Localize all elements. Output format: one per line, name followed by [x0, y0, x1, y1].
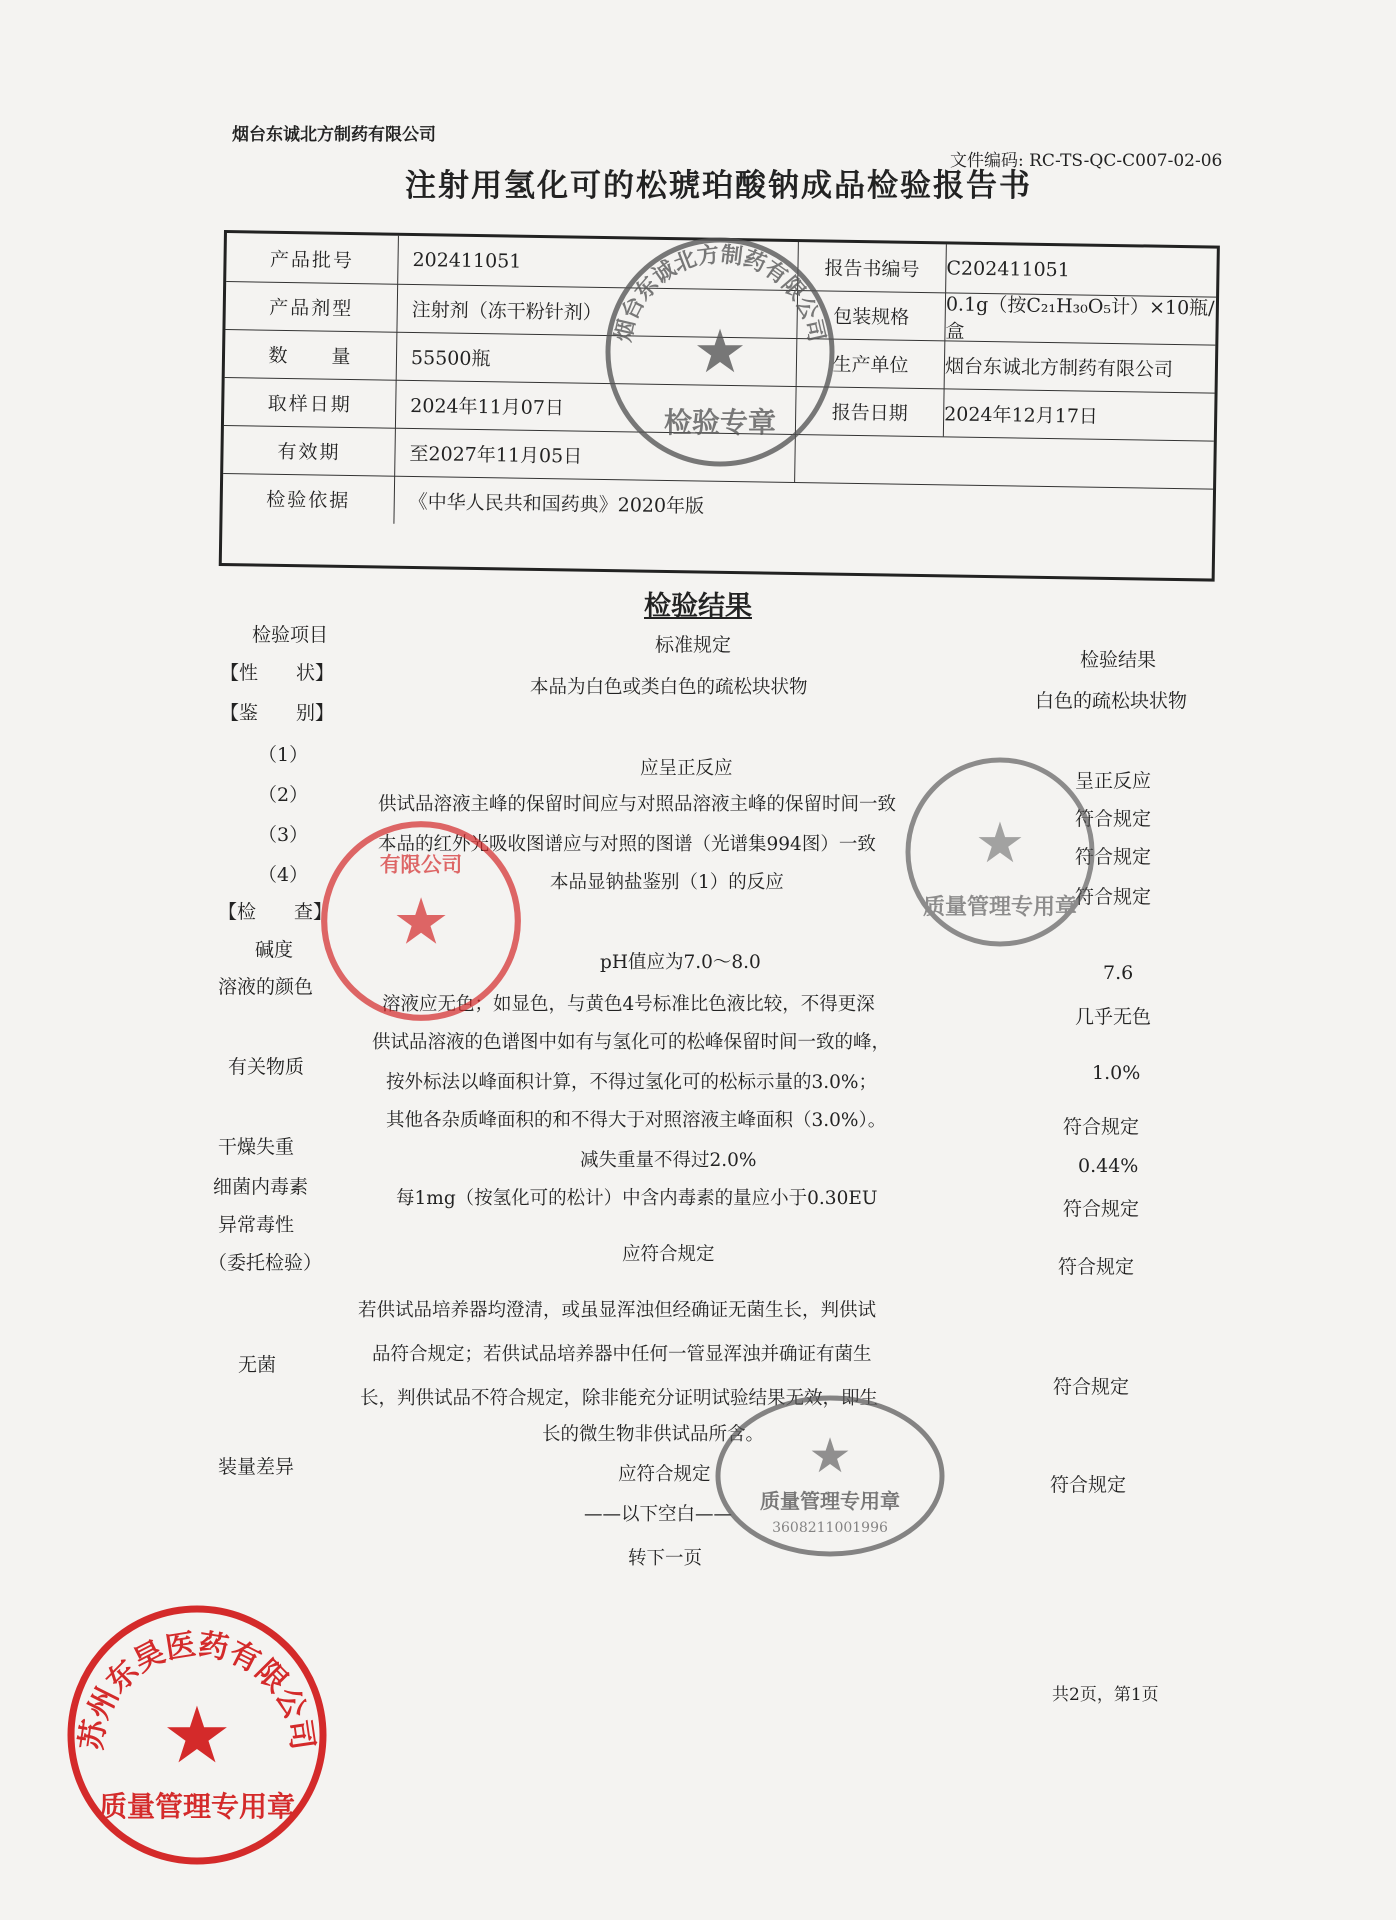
ident-2-result: 符合规定	[1075, 808, 1152, 830]
red-company-stamp	[318, 818, 524, 1024]
ident-1-item: （1）	[258, 744, 309, 766]
ident-1-standard: 应呈正反应	[640, 758, 733, 779]
drying-loss-standard: 减失重量不得过2.0%	[580, 1150, 757, 1171]
basis-label: 检验依据	[222, 473, 395, 524]
drying-loss-result: 0.44%	[1078, 1155, 1139, 1177]
report-no-value: C202411051	[946, 257, 1070, 282]
document-code: 文件编码: RC-TS-QC-C007-02-06	[950, 151, 1223, 171]
suzhou-quality-stamp	[62, 1600, 332, 1870]
company-name: 烟台东诚北方制药有限公司	[232, 125, 436, 145]
ident-4-standard: 本品显钠盐鉴别（1）的反应	[550, 872, 784, 893]
qty-label: 数 量	[225, 329, 398, 380]
appearance-standard: 本品为白色或类白色的疏松块状物	[530, 677, 808, 698]
report-date-value: 2024年12月17日	[944, 402, 1099, 428]
spec-label: 包装规格	[797, 290, 946, 340]
fill-variation-standard: 应符合规定	[618, 1464, 711, 1485]
color-result: 几乎无色	[1075, 1006, 1152, 1028]
sterility-result: 符合规定	[1053, 1376, 1130, 1398]
page-title: 注射用氢化可的松琥珀酸钠成品检验报告书	[405, 168, 1032, 204]
gray-quality-stamp-right	[900, 752, 1100, 952]
ident-3-result: 符合规定	[1075, 846, 1152, 868]
inspection-seal-arc-text: 烟台东诚北方制药有限公司	[610, 241, 830, 345]
alkalinity-item: 碱度	[255, 939, 294, 961]
batch-label: 产品批号	[226, 233, 399, 284]
svg-text:★: ★	[392, 885, 450, 960]
svg-text:★: ★	[693, 317, 747, 387]
form-label: 产品剂型	[225, 281, 398, 332]
report-date-label: 报告日期	[796, 386, 945, 436]
suzhou-stamp-arc-text: 苏州东昊医药有限公司	[74, 1627, 320, 1753]
related-result-1: 1.0%	[1092, 1062, 1141, 1084]
identification-item: 【鉴 别】	[220, 702, 335, 724]
ident-3-item: （3）	[258, 824, 309, 846]
sterility-standard-line-4: 长的微生物非供试品所含。	[542, 1424, 765, 1445]
sterility-standard-line-1: 若供试品培养器均澄清，或虽显浑浊但经确证无菌生长，判供试	[358, 1300, 877, 1321]
gray-quality-stamp-bottom-label: 质量管理专用章	[760, 1489, 900, 1513]
fill-variation-result: 符合规定	[1050, 1474, 1127, 1496]
sterility-standard-line-2: 品符合规定；若供试品培养器中任何一管显浑浊并确证有菌生	[372, 1344, 872, 1365]
endotoxin-standard: 每1mg（按氢化可的松计）中含内毒素的量应小于0.30EU	[396, 1188, 878, 1209]
svg-text:★: ★	[974, 811, 1026, 876]
sample-date-label: 取样日期	[224, 377, 397, 428]
col-standard-header: 标准规定	[655, 634, 732, 656]
results-heading: 检验结果	[644, 591, 752, 622]
ident-2-standard: 供试品溶液主峰的保留时间应与对照品溶液主峰的保留时间一致	[378, 794, 897, 815]
sample-date-value: 2024年11月07日	[396, 380, 797, 434]
abnormal-toxicity-item-note: （委托检验）	[208, 1252, 323, 1274]
col-result-header: 检验结果	[1080, 649, 1157, 671]
color-standard: 溶液应无色；如显色，与黄色4号标准比色液比较，不得更深	[382, 994, 875, 1015]
related-standard-line-2: 按外标法以峰面积计算，不得过氢化可的松标示量的3.0%；	[386, 1072, 878, 1093]
endotoxin-item: 细菌内毒素	[213, 1176, 309, 1198]
appearance-item: 【性 状】	[220, 662, 335, 684]
gray-quality-stamp-right-label: 质量管理专用章	[922, 894, 1078, 920]
inspection-seal-label: 检验专章	[663, 406, 777, 439]
alkalinity-standard: pH值应为7.0～8.0	[600, 952, 761, 973]
check-item: 【检 查】	[218, 901, 333, 923]
abnormal-toxicity-standard: 应符合规定	[622, 1244, 715, 1265]
related-standard-line-1: 供试品溶液的色谱图中如有与氢化可的松峰保留时间一致的峰，	[372, 1032, 891, 1053]
suzhou-stamp-label: 质量管理专用章	[98, 1790, 296, 1823]
related-substances-item: 有关物质	[228, 1056, 305, 1078]
abnormal-toxicity-result: 符合规定	[1058, 1256, 1135, 1278]
related-result-2: 符合规定	[1063, 1116, 1140, 1138]
sterility-item: 无菌	[238, 1354, 277, 1376]
basis-value: 《中华人民共和国药典》2020年版	[408, 490, 705, 518]
sterility-standard-line-3: 长，判供试品不符合规定，除非能充分证明试验结果无效，即生	[360, 1388, 879, 1409]
page-counter: 共2页，第1页	[1052, 1685, 1159, 1705]
red-company-stamp-text: 有限公司	[379, 852, 463, 877]
ident-1-result: 呈正反应	[1075, 770, 1152, 792]
spec-value: 0.1g（按C₂₁H₃₀O₅计）×10瓶/盒	[945, 293, 1215, 343]
ident-3-standard: 本品的红外光吸收图谱应与对照的图谱（光谱集994图）一致	[378, 834, 876, 855]
color-item: 溶液的颜色	[218, 976, 314, 998]
expiry-value: 至2027年11月05日	[395, 428, 796, 482]
inspection-seal-stamp	[600, 232, 840, 472]
report-no-label: 报告书编号	[798, 242, 947, 292]
form-value: 注射剂（冻干粉针剂）	[397, 284, 798, 338]
gray-quality-stamp-bottom	[712, 1392, 948, 1560]
gray-quality-stamp-number: 3608211001996	[772, 1520, 888, 1536]
next-page-note: 转下一页	[628, 1548, 703, 1569]
drying-loss-item: 干燥失重	[218, 1136, 295, 1158]
expiry-label: 有效期	[223, 425, 396, 476]
ident-4-item: （4）	[258, 864, 309, 886]
related-standard-line-3: 其他各杂质峰面积的和不得大于对照溶液主峰面积（3.0%）。	[386, 1110, 887, 1131]
batch-value: 202411051	[398, 236, 799, 290]
blank-below-note: ——以下空白——	[584, 1504, 733, 1525]
ident-2-item: （2）	[258, 784, 309, 806]
alkalinity-result: 7.6	[1103, 962, 1134, 984]
ident-4-result: 符合规定	[1075, 886, 1152, 908]
producer-label: 生产单位	[797, 338, 946, 388]
qty-value: 55500瓶	[397, 332, 798, 386]
endotoxin-result: 符合规定	[1063, 1198, 1140, 1220]
fill-variation-item: 装量差异	[218, 1456, 295, 1478]
col-item-header: 检验项目	[252, 624, 329, 646]
producer-value: 烟台东诚北方制药有限公司	[944, 354, 1174, 381]
appearance-result: 白色的疏松块状物	[1035, 690, 1188, 712]
svg-text:★: ★	[162, 1691, 232, 1781]
abnormal-toxicity-item: 异常毒性	[218, 1214, 295, 1236]
svg-text:★: ★	[808, 1428, 852, 1484]
